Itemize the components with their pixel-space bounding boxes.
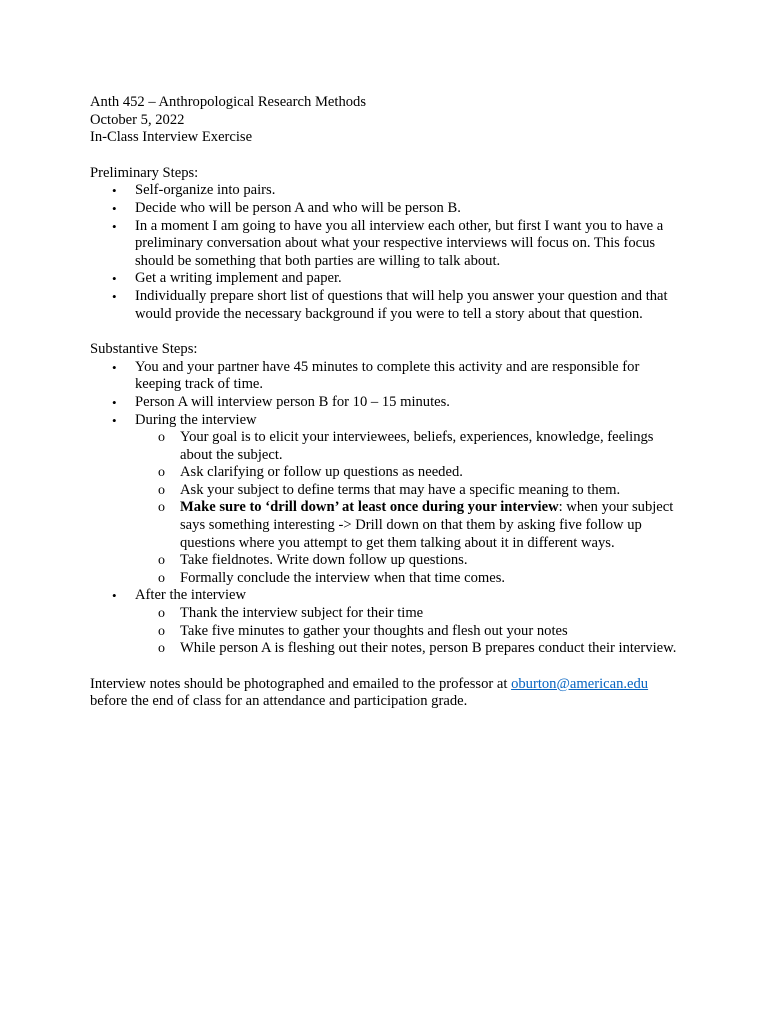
document-page: [90, 94, 680, 711]
circle-bullet-icon: o: [158, 570, 165, 586]
sub-list-item: o Ask your subject to define terms that may have a specific meaning to them.: [158, 481, 621, 498]
circle-bullet-icon: o: [158, 623, 165, 639]
sub-list-item: o Take five minutes to gather your thoughts and flesh out your notes: [158, 622, 568, 639]
circle-bullet-icon: o: [158, 465, 165, 481]
bullet-icon: •: [112, 183, 117, 199]
bullet-icon: •: [112, 200, 117, 216]
substantive-heading: Substantive Steps:: [90, 341, 198, 358]
sub-list-item: o Formally conclude the interview when that time comes.: [158, 569, 506, 586]
list-item: • Get a writing implement and paper.: [112, 270, 342, 287]
list-item: • Person A will interview person B for 10 – 15 minutes.: [112, 393, 450, 410]
document-title: In-Class Interview Exercise: [90, 129, 253, 146]
substantive-list: [90, 359, 680, 658]
bullet-icon: •: [112, 218, 117, 234]
document-date: October 5, 2022: [90, 111, 185, 128]
list-item: • Individually prepare short list of questions that will help you answer your question and that would provide the necessary background if you were to tell a story about that question.: [112, 287, 668, 322]
list-item: • In a moment I am going to have you all interview each other, but first I want you to have a preliminary conversation about what your respective interviews will focus on. This focus should be something that both parties are willing to talk about.: [112, 217, 664, 269]
circle-bullet-icon: o: [158, 430, 165, 446]
after-sublist: [135, 605, 680, 658]
preliminary-heading: Preliminary Steps:: [90, 164, 199, 181]
bullet-icon: •: [112, 394, 117, 410]
submission-note: Interview notes should be photographed and emailed to the professor at oburton@american.edu before the end of class for an attendance and participation grade.: [90, 675, 649, 710]
circle-bullet-icon: o: [158, 500, 165, 516]
list-item: • You and your partner have 45 minutes to complete this activity and are responsible for keeping track of time.: [112, 358, 640, 393]
sub-list-item: o Make sure to ‘drill down’ at least once during your interview: when your subject says something interesting -> Drill down on that them by asking five follow up questions where you attempt to get them talking about it in different ways.: [158, 499, 674, 551]
sub-list-item: o Thank the interview subject for their time: [158, 605, 424, 622]
sub-list-item: o Ask clarifying or follow up questions as needed.: [158, 464, 463, 481]
list-item: • Decide who will be person A and who will be person B.: [112, 199, 461, 216]
bullet-icon: •: [112, 412, 117, 428]
bullet-icon: •: [112, 588, 117, 604]
course-title: Anth 452 – Anthropological Research Methods: [90, 94, 367, 110]
circle-bullet-icon: o: [158, 606, 165, 622]
during-sublist: [135, 429, 680, 587]
sub-list-item: o Take fieldnotes. Write down follow up questions.: [158, 552, 468, 569]
bullet-icon: •: [112, 288, 117, 304]
circle-bullet-icon: o: [158, 553, 165, 569]
professor-email-link[interactable]: oburton@american.edu: [511, 675, 649, 692]
preliminary-list: [90, 182, 680, 323]
sub-list-item: o Your goal is to elicit your interviewees, beliefs, experiences, knowledge, feelings about the subject.: [158, 429, 654, 463]
sub-list-item: o While person A is fleshing out their notes, person B prepares conduct their interview.: [158, 640, 677, 657]
circle-bullet-icon: o: [158, 482, 165, 498]
list-item: • Self-organize into pairs.: [112, 182, 276, 199]
bullet-icon: •: [112, 359, 117, 375]
drill-down-emphasis: Make sure to ‘drill down’ at least once during your interview: [180, 499, 559, 516]
circle-bullet-icon: o: [158, 641, 165, 657]
list-item-during: • During the interview o Your goal is to elicit your interviewees, beliefs, experiences, knowledge, feelings about the subject. o Ask clarifying or follow up questions as needed. o Ask your subject to define terms that may have a specific meaning to them. o Make sure to ‘drill down’ at least once during your interview: when your subject says something interesting -> Drill down on that them by asking five follow up questions where you attempt to get them talking about it in different ways. o Take fieldnotes. Write down follow up questions. o Formally conclude the interview when that time comes.: [90, 412, 680, 588]
bullet-icon: •: [112, 271, 117, 287]
list-item-after: • After the interview o Thank the interview subject for their time o Take five minutes to gather your thoughts and flesh out your notes o While person A is fleshing out their notes, person B prepares conduct their interview.: [90, 587, 680, 657]
